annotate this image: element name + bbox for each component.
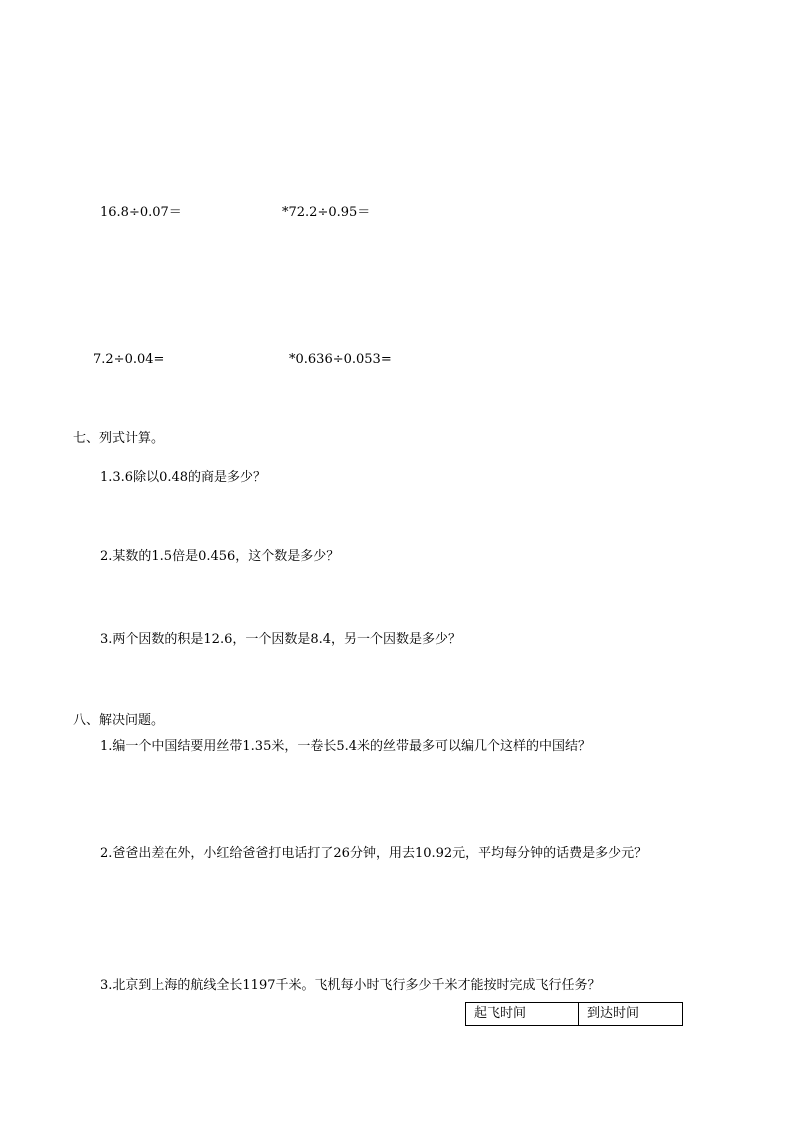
calc-exercise-3: 7.2÷0.04= <box>93 352 165 367</box>
departure-time-header: 起飞时间 <box>466 1003 579 1026</box>
section-7-heading: 七、列式计算。 <box>73 431 165 446</box>
section-8-item-1: 1.编一个中国结要用丝带1.35米，一卷长5.4米的丝带最多可以编几个这样的中国结？ <box>100 739 592 754</box>
section-7-item-2: 2.某数的1.5倍是0.456，这个数是多少？ <box>100 549 340 564</box>
calc-exercise-2: *72.2÷0.95＝ <box>282 205 371 220</box>
section-7-item-1: 1.3.6除以0.48的商是多少？ <box>100 470 267 485</box>
arrival-time-header: 到达时间 <box>579 1003 683 1026</box>
section-8-heading: 八、解决问题。 <box>73 713 165 728</box>
calc-exercise-4: *0.636÷0.053= <box>289 352 392 367</box>
flight-time-table <box>465 1002 683 1026</box>
table-row <box>466 1003 683 1026</box>
section-7-item-3: 3.两个因数的积是12.6，一个因数是8.4，另一个因数是多少？ <box>100 632 462 647</box>
calc-exercise-1: 16.8÷0.07＝ <box>100 205 182 220</box>
section-8-item-2: 2.爸爸出差在外，小红给爸爸打电话打了26分钟，用去10.92元，平均每分钟的话费是多少元？ <box>100 846 648 861</box>
section-8-item-3: 3.北京到上海的航线全长1197千米。飞机每小时飞行多少千米才能按时完成飞行任务？ <box>100 978 601 993</box>
